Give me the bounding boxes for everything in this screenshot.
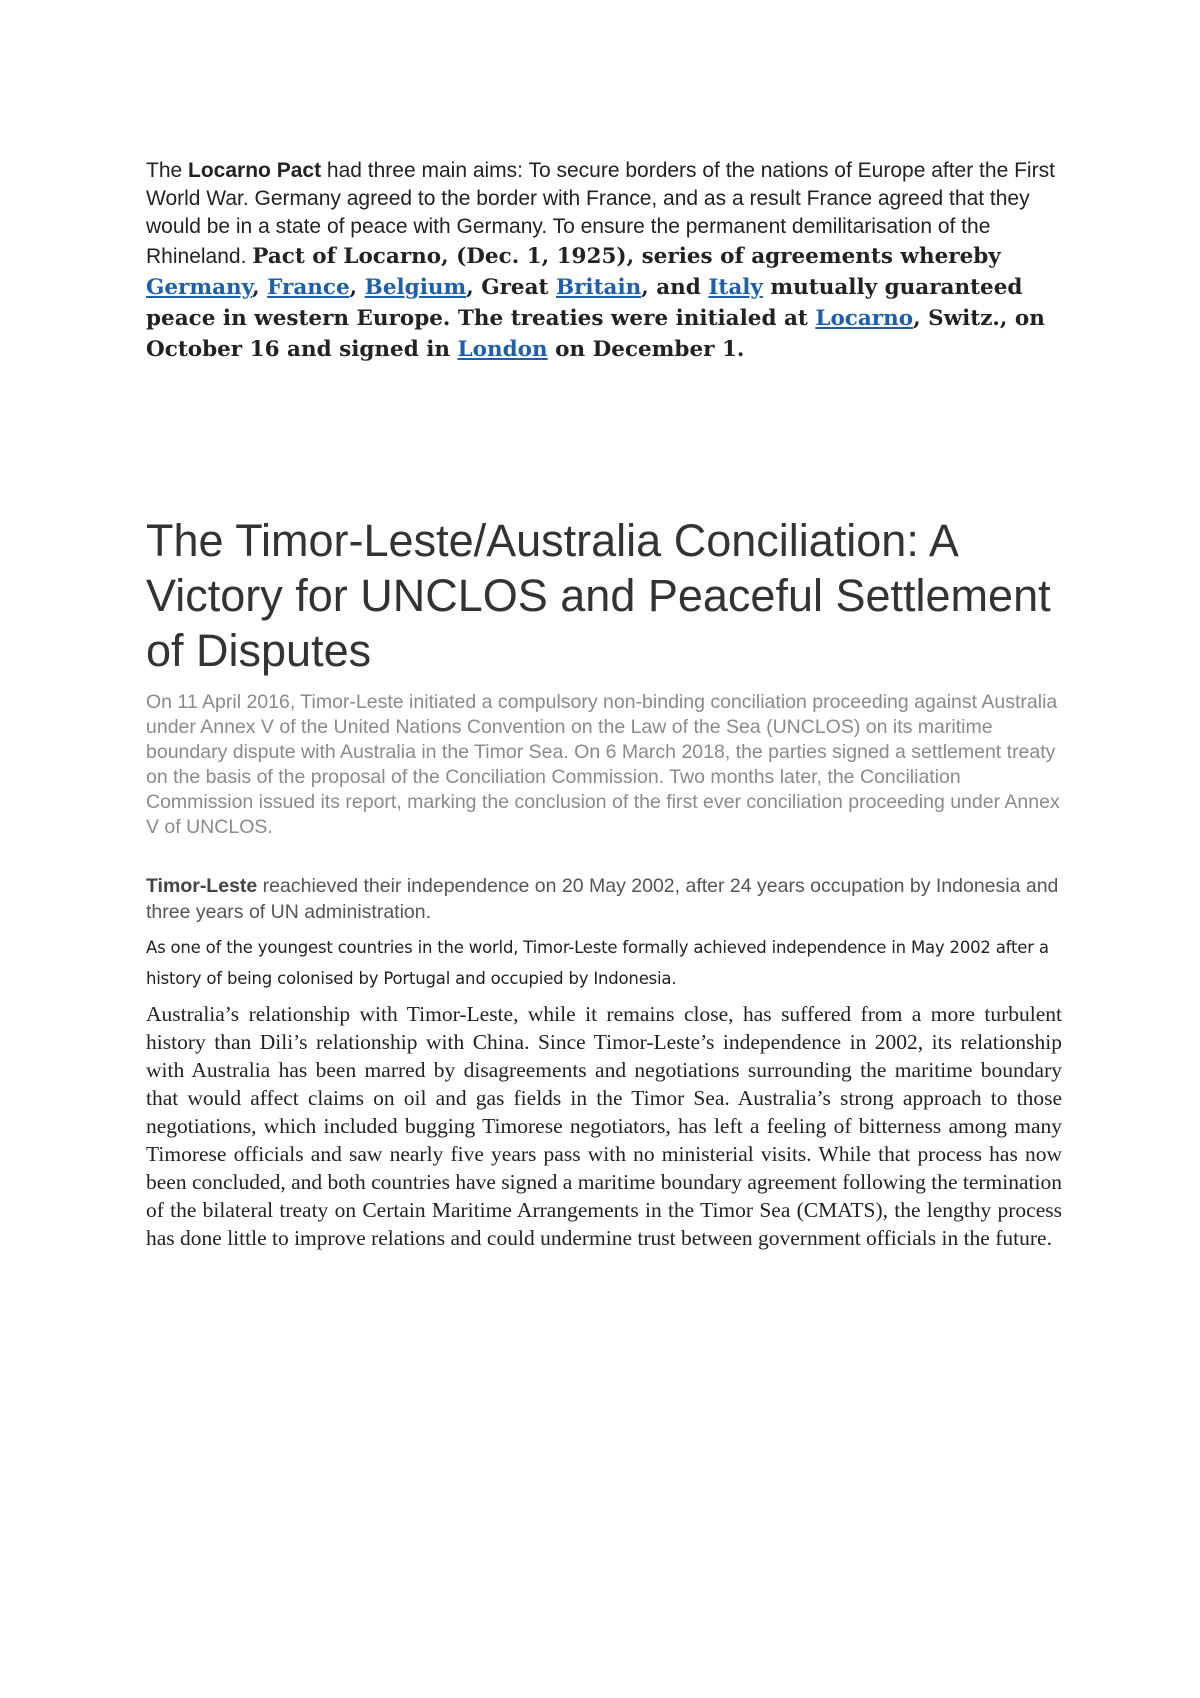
intro-text: had three main aims: To secure borders of the nations of Europe after the First World War. Germany agreed to the border with France, and as a result France agreed that they would be in a state of peace with Germany. To ensure the permanent demilitarisation of the Rhineland. (146, 159, 1055, 268)
separator: , (252, 275, 268, 300)
independence-text: reachieved their independence on 20 May 2002, after 24 years occupation by Indonesia and three years of UN administration. (146, 875, 1059, 923)
intro-the: The (146, 159, 189, 182)
pact-date: , (Dec. 1, 1925), series of agreements whereby (441, 244, 1001, 269)
relationship-paragraph: Australia’s relationship with Timor-Leste, while it remains close, has suffered from a more turbulent history than Dili’s relationship with China. Since Timor-Leste’s independence in 2002, its relationship with Australia has been marred by disagreements and negotiations surrounding the maritime boundary that would affect claims on oil and gas fields in the Timor Sea. Australia’s strong approach to those negotiations, which included bugging Timorese negotiators, has left a feeling of bitterness among many Timorese officials and saw nearly five years pass with no ministerial visits. While that process has now been concluded, and both countries have signed a maritime boundary agreement following the termination of the bilateral treaty on Certain Maritime Arrangements in the Timor Sea (CMATS), the lengthy process has done little to improve relations and could undermine trust between government officials in the future. (146, 1002, 1062, 1250)
link-locarno[interactable]: Locarno (815, 306, 914, 331)
pact-title: Pact of Locarno (252, 244, 442, 269)
locarno-pact-term: Locarno Pact (188, 159, 322, 182)
link-france[interactable]: France (267, 275, 350, 300)
end-text: on December 1. (547, 337, 745, 362)
article-abstract: On 11 April 2016, Timor-Leste initiated a compulsory non-binding conciliation proceeding against Australia under Annex V of the United Nations Convention on the Law of the Sea (UNCLOS) on its maritime boundary dispute with Australia in the Timor Sea. On 6 March 2018, the parties signed a settlement treaty on the basis of the proposal of the Conciliation Commission. Two months later, the Conciliation Commission issued its report, marking the conclusion of the first ever conciliation proceeding under Annex V of UNCLOS. (146, 691, 1060, 838)
locarno-paragraph (146, 157, 1062, 365)
youngest-country-paragraph: As one of the youngest countries in the world, Timor-Leste formally achieved independence in May 2002 after a history of being colonised by Portugal and occupied by Indonesia. (146, 938, 1049, 988)
link-london[interactable]: London (457, 337, 548, 362)
timor-leste-term: Timor-Leste (146, 875, 258, 897)
link-germany[interactable]: Germany (146, 275, 253, 300)
switz-text: , Switz., on October 16 and signed in (146, 306, 1045, 362)
pact-definition (146, 244, 1045, 362)
separator: , (349, 275, 365, 300)
link-belgium[interactable]: Belgium (364, 275, 467, 300)
article-heading: The Timor-Leste/Australia Conciliation: A Victory for UNCLOS and Peaceful Settlement of Disputes (146, 515, 1051, 676)
guaranteed-text: mutually guaranteed peace in western Europe. The treaties were initialed at (146, 275, 1023, 331)
great-text: , Great (466, 275, 556, 300)
link-britain[interactable]: Britain (555, 275, 642, 300)
link-italy[interactable]: Italy (708, 275, 763, 300)
and-text: , and (641, 275, 709, 300)
independence-paragraph (146, 873, 1062, 925)
document-page (146, 157, 1062, 1252)
